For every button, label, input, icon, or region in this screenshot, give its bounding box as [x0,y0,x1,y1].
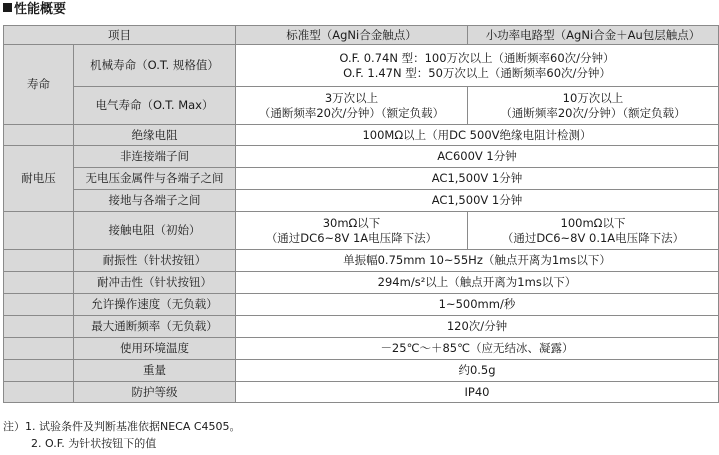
table-row [4,316,719,338]
header-item: 项目 [4,26,236,45]
vibration-value: 单振幅0.75mm 10~55Hz（触点开离为1ms以下） [236,250,719,272]
contact-label: 接触电阻（初始） [74,212,236,250]
dielectric-r2-value: AC1,500V 1分钟 [236,168,719,190]
life-group-label: 寿命 [4,45,74,125]
elec-life-label: 电气寿命（O.T. Max） [74,87,236,125]
temp-value: －25℃～＋85℃（应无结冰、凝露） [236,338,719,360]
elec-life-standard-line1: 3万次以上 [324,90,379,105]
empty-cell [4,212,74,250]
table-row [4,168,719,190]
spec-table [3,25,719,403]
freq-value: 120次/分钟 [236,316,719,338]
speed-value: 1~500mm/秒 [236,294,719,316]
section-title [3,1,66,19]
table-row [4,382,719,403]
table-header-row [4,26,719,45]
table-row [4,190,719,212]
table-row [4,87,719,125]
shock-label: 耐冲击性（针状按钮） [74,272,236,294]
empty-cell [4,272,74,294]
table-row [4,338,719,360]
square-bullet-icon [3,3,12,12]
footnote-1: 注）1. 试验条件及判断基准依据NECA C4505。 [3,420,241,433]
contact-standard-line2: （通过DC6~8V 1A电压降下法） [265,230,438,245]
contact-standard [236,212,468,250]
contact-standard-line1: 30mΩ以下 [322,215,381,230]
header-standard: 标准型（AgNi合金触点） [236,26,468,45]
mech-life-line2: O.F. 1.47N 型：50万次以上（通断频率60次/分钟） [343,65,611,80]
empty-cell [4,125,74,146]
empty-cell [4,294,74,316]
contact-small [468,212,719,250]
table-row [4,125,719,146]
dielectric-r3-label: 接地与各端子之间 [74,190,236,212]
speed-label: 允许操作速度（无负载） [74,294,236,316]
weight-label: 重量 [74,360,236,382]
empty-cell [4,382,74,403]
elec-life-small [468,87,719,125]
dielectric-r1-label: 非连接端子间 [74,146,236,168]
temp-label: 使用环境温度 [74,338,236,360]
dielectric-group-label: 耐电压 [4,146,74,212]
elec-life-standard-line2: （通断频率20次/分钟）（额定负载） [258,105,445,120]
footnotes [3,418,241,452]
empty-cell [4,338,74,360]
elec-life-small-line2: （通断频率20次/分钟）（额定负载） [500,105,686,120]
weight-value: 约0.5g [236,360,719,382]
table-row [4,146,719,168]
contact-small-line2: （通过DC6~8V 0.1A电压降下法） [501,230,685,245]
protection-label: 防护等级 [74,382,236,403]
header-small-power: 小功率电路型（AgNi合金＋Au包层触点） [468,26,719,45]
mech-life-line1: O.F. 0.74N 型：100万次以上（通断频率60次/分钟） [339,50,615,65]
table-row [4,360,719,382]
empty-cell [4,250,74,272]
empty-cell [4,316,74,338]
dielectric-r2-label: 无电压金属件与各端子之间 [74,168,236,190]
table-row [4,294,719,316]
elec-life-small-line1: 10万次以上 [562,90,624,105]
elec-life-standard [236,87,468,125]
insulation-label: 绝缘电阻 [74,125,236,146]
empty-cell [4,360,74,382]
contact-small-line1: 100mΩ以下 [560,215,626,230]
mech-life-label: 机械寿命（O.T. 规格值） [74,45,236,87]
vibration-label: 耐振性（针状按钮） [74,250,236,272]
dielectric-r3-value: AC1,500V 1分钟 [236,190,719,212]
dielectric-r1-value: AC600V 1分钟 [236,146,719,168]
footnote-2: 2. O.F. 为针状按钮下的值 [31,437,157,450]
freq-label: 最大通断频率（无负载） [74,316,236,338]
section-title-text: 性能概要 [14,2,67,17]
mech-life-value [236,45,719,87]
table-row [4,250,719,272]
shock-value: 294m/s²以上（触点开离为1ms以下） [236,272,719,294]
table-row [4,212,719,250]
table-row [4,45,719,87]
protection-value: IP40 [236,382,719,403]
table-row [4,272,719,294]
insulation-value: 100MΩ以上（用DC 500V绝缘电阻计检测） [236,125,719,146]
